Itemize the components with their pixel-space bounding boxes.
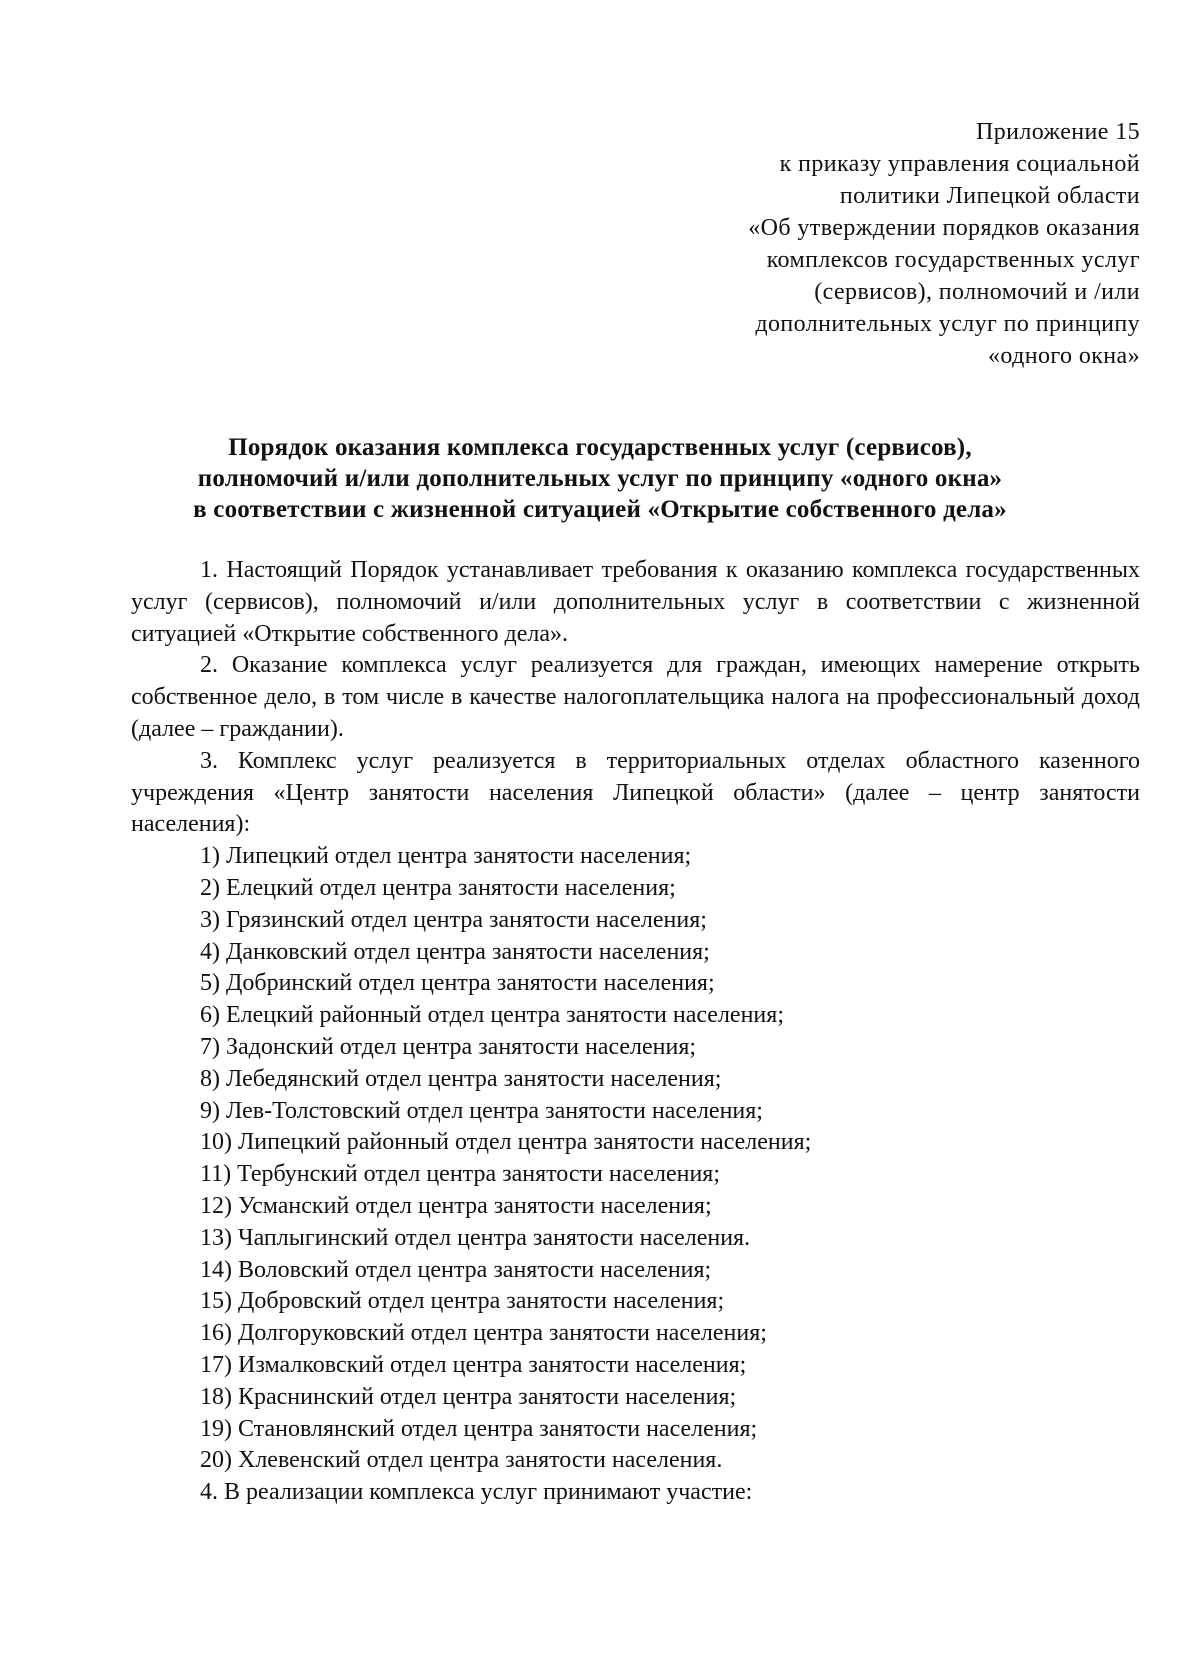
list-item: 8) Лебедянский отдел центра занятости населения; [200, 1065, 722, 1092]
list-item: 13) Чаплыгинский отдел центра занятости населения. [200, 1224, 751, 1251]
list-item: 20) Хлевенский отдел центра занятости населения. [200, 1447, 723, 1474]
appendix-line: дополнительных услуг по принципу [755, 311, 1140, 337]
title-line: в соответствии с жизненной ситуацией «Открытие собственного дела» [193, 496, 1007, 523]
paragraph-3: 3. Комплекс услуг реализуется в территориальных отделах областного казенного учреждения «Центр занятости населения Липецкой области» (далее – центр занятости населения): [131, 747, 1140, 838]
list-item: 12) Усманский отдел центра занятости населения; [200, 1192, 712, 1219]
list-item: 2) Елецкий отдел центра занятости населения; [200, 874, 676, 901]
title-line: Порядок оказания комплекса государственных услуг (сервисов), [228, 434, 972, 461]
title-line: полномочий и/или дополнительных услуг по принципу «одного окна» [197, 465, 1003, 492]
list-item: 16) Долгоруковский отдел центра занятости населения; [200, 1320, 767, 1347]
list-item: 11) Тербунский отдел центра занятости населения; [200, 1161, 720, 1188]
paragraph-4: 4. В реализации комплекса услуг принимают участие: [200, 1479, 753, 1506]
appendix-line: «Об утверждении порядков оказания [748, 215, 1140, 241]
employment-centers-list [131, 841, 1140, 1477]
list-item: 3) Грязинский отдел центра занятости населения; [200, 906, 707, 933]
list-item: 15) Добровский отдел центра занятости населения; [200, 1288, 725, 1315]
appendix-line: комплексов государственных услуг [766, 247, 1140, 273]
appendix-line: «одного окна» [988, 343, 1140, 369]
appendix-line: Приложение 15 [975, 119, 1140, 145]
list-item: 14) Воловский отдел центра занятости населения; [200, 1256, 712, 1283]
appendix-line: политики Липецкой области [839, 183, 1140, 209]
list-item: 1) Липецкий отдел центра занятости населения; [200, 843, 692, 870]
list-item: 6) Елецкий районный отдел центра занятости населения; [200, 1002, 784, 1029]
paragraph-1: 1. Настоящий Порядок устанавливает требования к оказанию комплекса государственных услуг (сервисов), полномочий и/или дополнительных услуг в соответствии с жизненной ситуацией «Открытие собственного дела». [131, 557, 1140, 647]
appendix-header [560, 116, 1140, 372]
appendix-line: к приказу управления социальной [779, 151, 1140, 177]
list-item: 17) Измалковский отдел центра занятости населения; [200, 1351, 747, 1378]
list-item: 19) Становлянский отдел центра занятости населения; [200, 1415, 758, 1442]
appendix-line: (сервисов), полномочий и /или [814, 279, 1140, 305]
document-title [120, 432, 1080, 525]
list-item: 5) Добринский отдел центра занятости населения; [200, 970, 715, 997]
list-item: 7) Задонский отдел центра занятости населения; [200, 1033, 697, 1060]
list-item: 18) Краснинский отдел центра занятости населения; [200, 1383, 737, 1410]
list-item: 10) Липецкий районный отдел центра занятости населения; [200, 1129, 812, 1156]
list-item: 4) Данковский отдел центра занятости населения; [200, 938, 710, 965]
paragraph-2: 2. Оказание комплекса услуг реализуется для граждан, имеющих намерение открыть собственное дело, в том числе в качестве налогоплательщика налога на профессиональный доход (далее – граждании). [131, 652, 1140, 742]
document-body [131, 555, 1140, 1509]
list-item: 9) Лев-Толстовский отдел центра занятости населения; [200, 1097, 763, 1124]
